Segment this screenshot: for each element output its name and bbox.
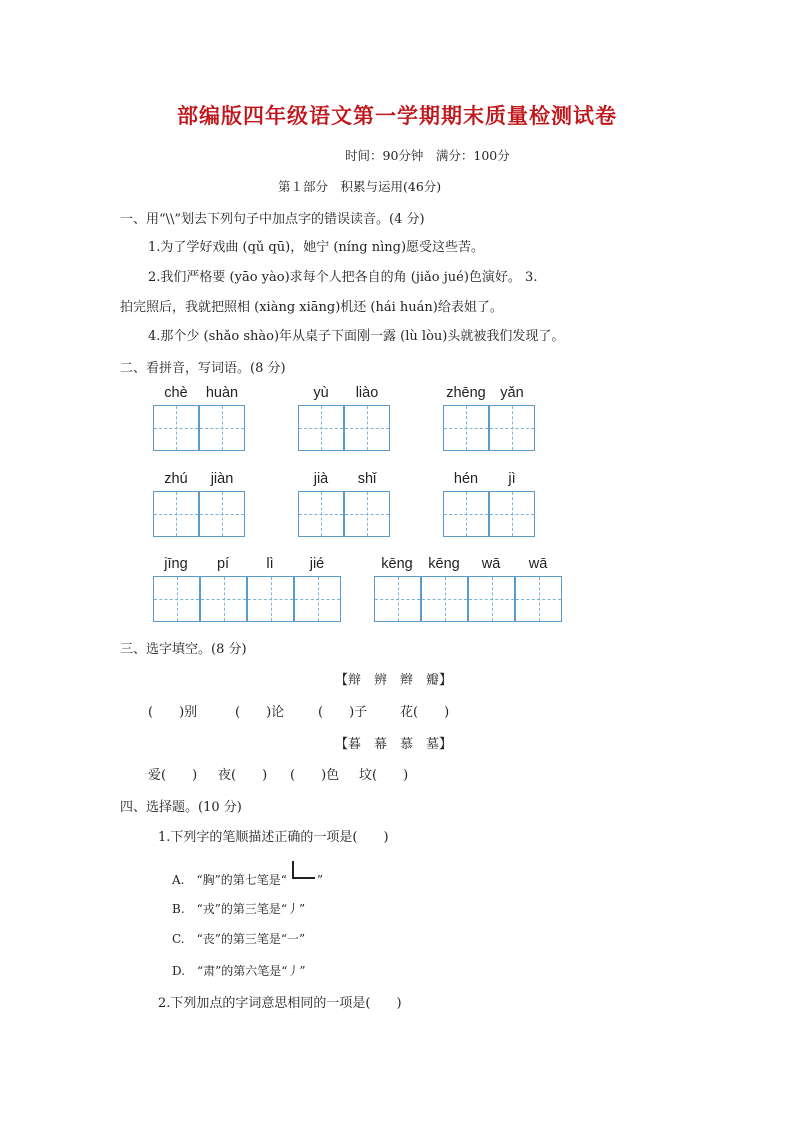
pinyin: zhēng xyxy=(446,385,486,401)
section2-heading: 二、看拼音，写词语。(8 分) xyxy=(120,361,286,376)
part-heading: 第１部分 积累与运用(46分) xyxy=(278,179,442,194)
pinyin: chè xyxy=(164,385,188,401)
writing-box[interactable] xyxy=(443,405,489,451)
writing-box[interactable] xyxy=(153,405,199,451)
fill-blank[interactable]: 夜( ) xyxy=(218,768,268,783)
page-title: 部编版四年级语文第一学期期末质量检测试卷 xyxy=(177,103,617,128)
writing-box[interactable] xyxy=(153,491,199,537)
section1-heading: 一、用“\\”划去下列句子中加点字的错误读音。(4 分) xyxy=(120,212,425,227)
writing-box[interactable] xyxy=(247,576,294,622)
pinyin: kēng xyxy=(381,556,413,572)
option-a[interactable] xyxy=(172,870,323,888)
option-c[interactable]: C. “丧”的第三笔是“一” xyxy=(172,932,306,946)
char-set-2: 【暮 幕 慕 墓】 xyxy=(335,737,453,752)
pinyin: zhú xyxy=(164,471,188,487)
writing-box[interactable] xyxy=(443,491,489,537)
fill-blank[interactable]: ( )别 xyxy=(148,705,198,720)
pinyin: wā xyxy=(481,556,501,572)
fill-blank[interactable]: 花( ) xyxy=(400,705,450,720)
section3-heading: 三、选字填空。(8 分) xyxy=(120,642,247,657)
section1-line4: 4.那个少 (shǎo shào)年从桌子下面刚一露 (lù lòu)头就被我们发现了。 xyxy=(148,329,565,344)
writing-box[interactable] xyxy=(298,491,344,537)
fill-blank[interactable]: ( )子 xyxy=(318,705,368,720)
section1-line3: 拍完照后，我就把照相 (xiàng xiāng)机还 (hái huán)给表姐了。 xyxy=(120,300,503,315)
pinyin: yǎn xyxy=(500,385,524,401)
pinyin: shǐ xyxy=(357,471,377,487)
writing-box[interactable] xyxy=(153,576,200,622)
pinyin: lì xyxy=(266,556,274,572)
pinyin: pí xyxy=(216,556,230,572)
writing-box[interactable] xyxy=(374,576,421,622)
fill-blank[interactable]: ( )论 xyxy=(235,705,285,720)
pinyin: jié xyxy=(309,556,325,572)
pinyin: liào xyxy=(355,385,379,401)
writing-box[interactable] xyxy=(515,576,562,622)
writing-box[interactable] xyxy=(489,405,535,451)
pinyin: huàn xyxy=(205,385,239,401)
option-a-text: A. “胸”的第七笔是“ xyxy=(172,873,287,887)
fill-blank[interactable]: 坟( ) xyxy=(359,768,409,783)
writing-box[interactable] xyxy=(344,491,390,537)
pinyin: wā xyxy=(528,556,548,572)
pinyin: jià xyxy=(313,471,329,487)
stroke-shape-icon xyxy=(287,870,317,884)
section1-line1: 1.为了学好戏曲 (qǔ qū)，她宁 (níng nìng)愿受这些苦。 xyxy=(148,240,485,255)
exam-meta: 时间：90分钟 满分：100分 xyxy=(345,148,510,163)
writing-box[interactable] xyxy=(199,405,245,451)
char-set-1: 【辩 辨 辫 瓣】 xyxy=(335,673,453,688)
pinyin: jīng xyxy=(164,556,188,572)
writing-box[interactable] xyxy=(421,576,468,622)
writing-box[interactable] xyxy=(294,576,341,622)
writing-box[interactable] xyxy=(199,491,245,537)
pinyin: hén xyxy=(453,471,479,487)
section1-line2: 2.我们严格要 (yāo yào)求每个人把各自的角 (jiǎo jué)色演好。 3. xyxy=(148,270,538,285)
writing-box[interactable] xyxy=(200,576,247,622)
writing-box[interactable] xyxy=(298,405,344,451)
section4-heading: 四、选择题。(10 分) xyxy=(120,800,242,815)
fill-blank[interactable]: ( )色 xyxy=(290,768,340,783)
option-b[interactable]: B. “戎”的第三笔是“丿” xyxy=(172,902,306,916)
fill-blank[interactable]: 爱( ) xyxy=(148,768,198,783)
question-2: 2.下列加点的字词意思相同的一项是( ) xyxy=(158,996,402,1011)
writing-box[interactable] xyxy=(489,491,535,537)
pinyin: jì xyxy=(508,471,516,487)
writing-box[interactable] xyxy=(344,405,390,451)
option-a-close: ” xyxy=(316,873,324,887)
question-1: 1.下列字的笔顺描述正确的一项是( ) xyxy=(158,830,389,845)
pinyin: jiàn xyxy=(210,471,234,487)
pinyin: kēng xyxy=(428,556,460,572)
writing-box[interactable] xyxy=(468,576,515,622)
pinyin: yù xyxy=(313,385,329,401)
option-d[interactable]: D. “肃”的第六笔是“丿” xyxy=(172,964,306,978)
